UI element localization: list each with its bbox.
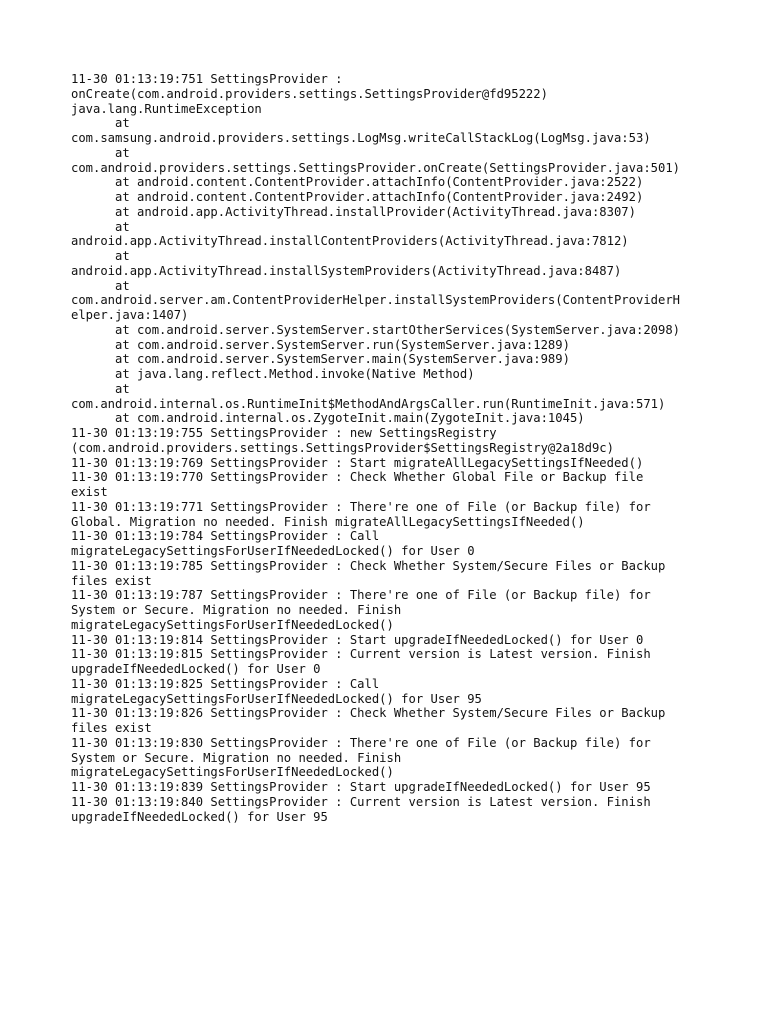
log-line: migrateLegacySettingsForUserIfNeededLocked() for User 95 xyxy=(71,691,482,706)
log-line: onCreate(com.android.providers.settings.SettingsProvider@fd95222) xyxy=(71,86,548,101)
log-line: 11-30 01:13:19:787 SettingsProvider : There're one of File (or Backup file) for xyxy=(71,588,651,603)
log-line: files exist xyxy=(71,721,152,735)
log-line: 11-30 01:13:19:826 SettingsProvider : Check Whether System/Secure Files or Backup xyxy=(71,706,666,721)
log-line: migrateLegacySettingsForUserIfNeededLocked() for User 0 xyxy=(71,544,475,558)
log-line: files exist xyxy=(71,573,152,588)
log-line: at android.content.ContentProvider.attachInfo(ContentProvider.java:2492) xyxy=(71,190,644,204)
log-line: (com.android.providers.settings.SettingsProvider$SettingsRegistry@2a18d9c) xyxy=(71,440,614,455)
log-line: android.app.ActivityThread.installContentProviders(ActivityThread.java:7812) xyxy=(71,234,629,249)
log-line: System or Secure. Migration no needed. Finish xyxy=(71,603,402,617)
log-line: 11-30 01:13:19:830 SettingsProvider : There're one of File (or Backup file) for xyxy=(71,735,651,750)
log-line: at java.lang.reflect.Method.invoke(Native Method) xyxy=(71,367,475,381)
log-line: com.android.server.am.ContentProviderHelper.installSystemProviders(ContentProviderH xyxy=(71,293,681,308)
log-line: 11-30 01:13:19:769 SettingsProvider : Start migrateAllLegacySettingsIfNeeded() xyxy=(71,455,644,470)
log-line: at xyxy=(71,219,130,234)
log-line: exist xyxy=(71,485,108,499)
log-line: 11-30 01:13:19:755 SettingsProvider : new SettingsRegistry xyxy=(71,426,497,440)
log-line: 11-30 01:13:19:785 SettingsProvider : Check Whether System/Secure Files or Backup xyxy=(71,558,666,573)
log-line: at android.app.ActivityThread.installProvider(ActivityThread.java:8307) xyxy=(71,204,636,219)
log-line: 11-30 01:13:19:825 SettingsProvider : Call xyxy=(71,676,380,691)
log-line: 11-30 01:13:19:784 SettingsProvider : Call xyxy=(71,529,380,544)
log-line: System or Secure. Migration no needed. Finish xyxy=(71,750,402,765)
log-line: com.android.providers.settings.SettingsProvider.onCreate(SettingsProvider.java:501) xyxy=(71,160,681,175)
log-line: 11-30 01:13:19:814 SettingsProvider : Start upgradeIfNeededLocked() for User 0 xyxy=(71,632,644,647)
log-line: at com.android.server.SystemServer.main(SystemServer.java:989) xyxy=(71,352,570,367)
log-line: at xyxy=(71,249,130,263)
log-line: at xyxy=(71,278,130,293)
log-line: migrateLegacySettingsForUserIfNeededLocked() xyxy=(71,617,394,632)
log-line: com.samsung.android.providers.settings.LogMsg.writeCallStackLog(LogMsg.java:53) xyxy=(71,131,651,145)
log-line: 11-30 01:13:19:770 SettingsProvider : Check Whether Global File or Backup file xyxy=(71,470,644,485)
log-line: at xyxy=(71,145,130,160)
log-document xyxy=(71,72,711,824)
log-line: elper.java:1407) xyxy=(71,308,189,322)
log-line: android.app.ActivityThread.installSystemProviders(ActivityThread.java:8487) xyxy=(71,263,622,278)
log-line: upgradeIfNeededLocked() for User 95 xyxy=(71,809,328,824)
log-line: at com.android.internal.os.ZygoteInit.main(ZygoteInit.java:1045) xyxy=(71,411,585,426)
log-line: at xyxy=(71,381,130,396)
log-line: 11-30 01:13:19:771 SettingsProvider : There're one of File (or Backup file) for xyxy=(71,499,651,514)
log-line: 11-30 01:13:19:815 SettingsProvider : Current version is Latest version. Finish xyxy=(71,647,651,662)
log-line: at xyxy=(71,116,130,131)
log-line: com.android.internal.os.RuntimeInit$MethodAndArgsCaller.run(RuntimeInit.java:571) xyxy=(71,396,666,411)
log-line: 11-30 01:13:19:839 SettingsProvider : Start upgradeIfNeededLocked() for User 95 xyxy=(71,780,651,794)
log-line: at com.android.server.SystemServer.run(SystemServer.java:1289) xyxy=(71,337,570,352)
log-line: migrateLegacySettingsForUserIfNeededLocked() xyxy=(71,765,394,780)
log-line: at com.android.server.SystemServer.startOtherServices(SystemServer.java:2098) xyxy=(71,322,681,337)
log-line: upgradeIfNeededLocked() for User 0 xyxy=(71,662,321,676)
log-line: java.lang.RuntimeException xyxy=(71,101,262,116)
log-line: at android.content.ContentProvider.attachInfo(ContentProvider.java:2522) xyxy=(71,175,644,190)
log-line: Global. Migration no needed. Finish migrateAllLegacySettingsIfNeeded() xyxy=(71,514,585,529)
log-line: 11-30 01:13:19:751 SettingsProvider : xyxy=(71,72,343,86)
log-line: 11-30 01:13:19:840 SettingsProvider : Current version is Latest version. Finish xyxy=(71,794,651,809)
